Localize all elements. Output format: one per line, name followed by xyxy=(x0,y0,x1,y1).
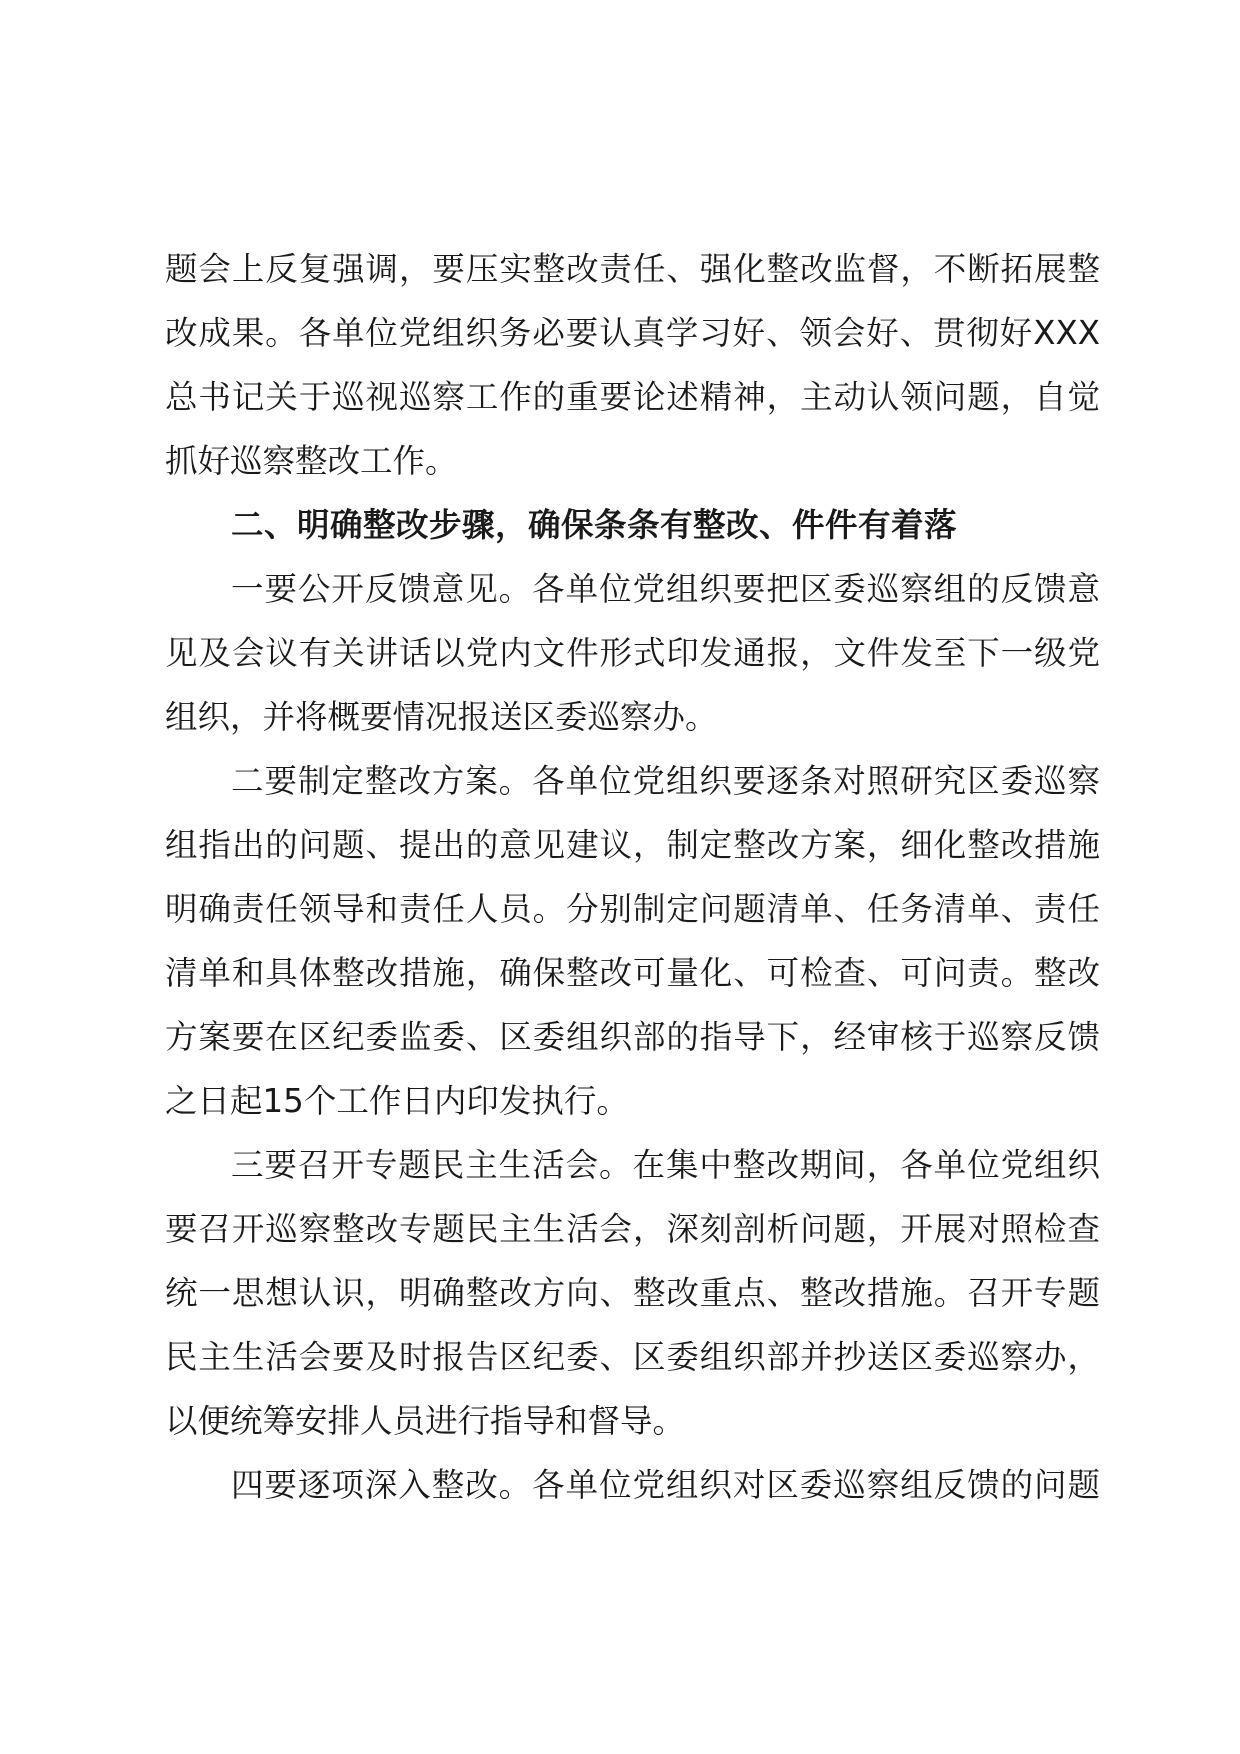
document-body xyxy=(165,237,1100,1517)
paragraph-line: 清单和具体整改措施，确保整改可量化、可检查、可问责。整改 xyxy=(165,954,1100,992)
paragraph-line: 三要召开专题民主生活会。在集中整改期间，各单位党组织 xyxy=(231,1146,1100,1184)
paragraph-line: 组指出的问题、提出的意见建议，制定整改方案，细化整改措施 xyxy=(165,826,1100,864)
paragraph-line: 之日起15个工作日内印发执行。 xyxy=(165,1082,629,1120)
paragraph-line: 要召开巡察整改专题民主生活会，深刻剖析问题，开展对照检查 xyxy=(165,1210,1100,1248)
paragraph-line: 题会上反复强调，要压实整改责任、强化整改监督，不断拓展整 xyxy=(165,250,1100,288)
paragraph-line: 明确责任领导和责任人员。分别制定问题清单、任务清单、责任 xyxy=(165,890,1100,928)
paragraph-line: 四要逐项深入整改。各单位党组织对区委巡察组反馈的问题 xyxy=(231,1466,1100,1504)
paragraph-line: 组织，并将概要情况报送区委巡察办。 xyxy=(165,698,718,736)
paragraph-line: 改成果。各单位党组织务必要认真学习好、领会好、贯彻好XXX xyxy=(165,314,1100,352)
paragraph-line: 见及会议有关讲话以党内文件形式印发通报，文件发至下一级党 xyxy=(165,634,1100,672)
paragraph-line: 以便统筹安排人员进行指导和督导。 xyxy=(165,1402,686,1440)
paragraph-line: 民主生活会要及时报告区纪委、区委组织部并抄送区委巡察办， xyxy=(165,1338,1100,1376)
paragraph-line: 方案要在区纪委监委、区委组织部的指导下，经审核于巡察反馈 xyxy=(165,1018,1100,1056)
paragraph-line: 一要公开反馈意见。各单位党组织要把区委巡察组的反馈意 xyxy=(231,570,1100,608)
paragraph-line: 统一思想认识，明确整改方向、整改重点、整改措施。召开专题 xyxy=(165,1274,1100,1312)
paragraph-line: 二要制定整改方案。各单位党组织要逐条对照研究区委巡察 xyxy=(231,762,1100,800)
paragraph-line: 抓好巡察整改工作。 xyxy=(165,442,458,480)
paragraph-line: 总书记关于巡视巡察工作的重要论述精神，主动认领问题，自觉 xyxy=(165,378,1100,416)
section-heading: 二、明确整改步骤，确保条条有整改、件件有着落 xyxy=(231,506,958,544)
